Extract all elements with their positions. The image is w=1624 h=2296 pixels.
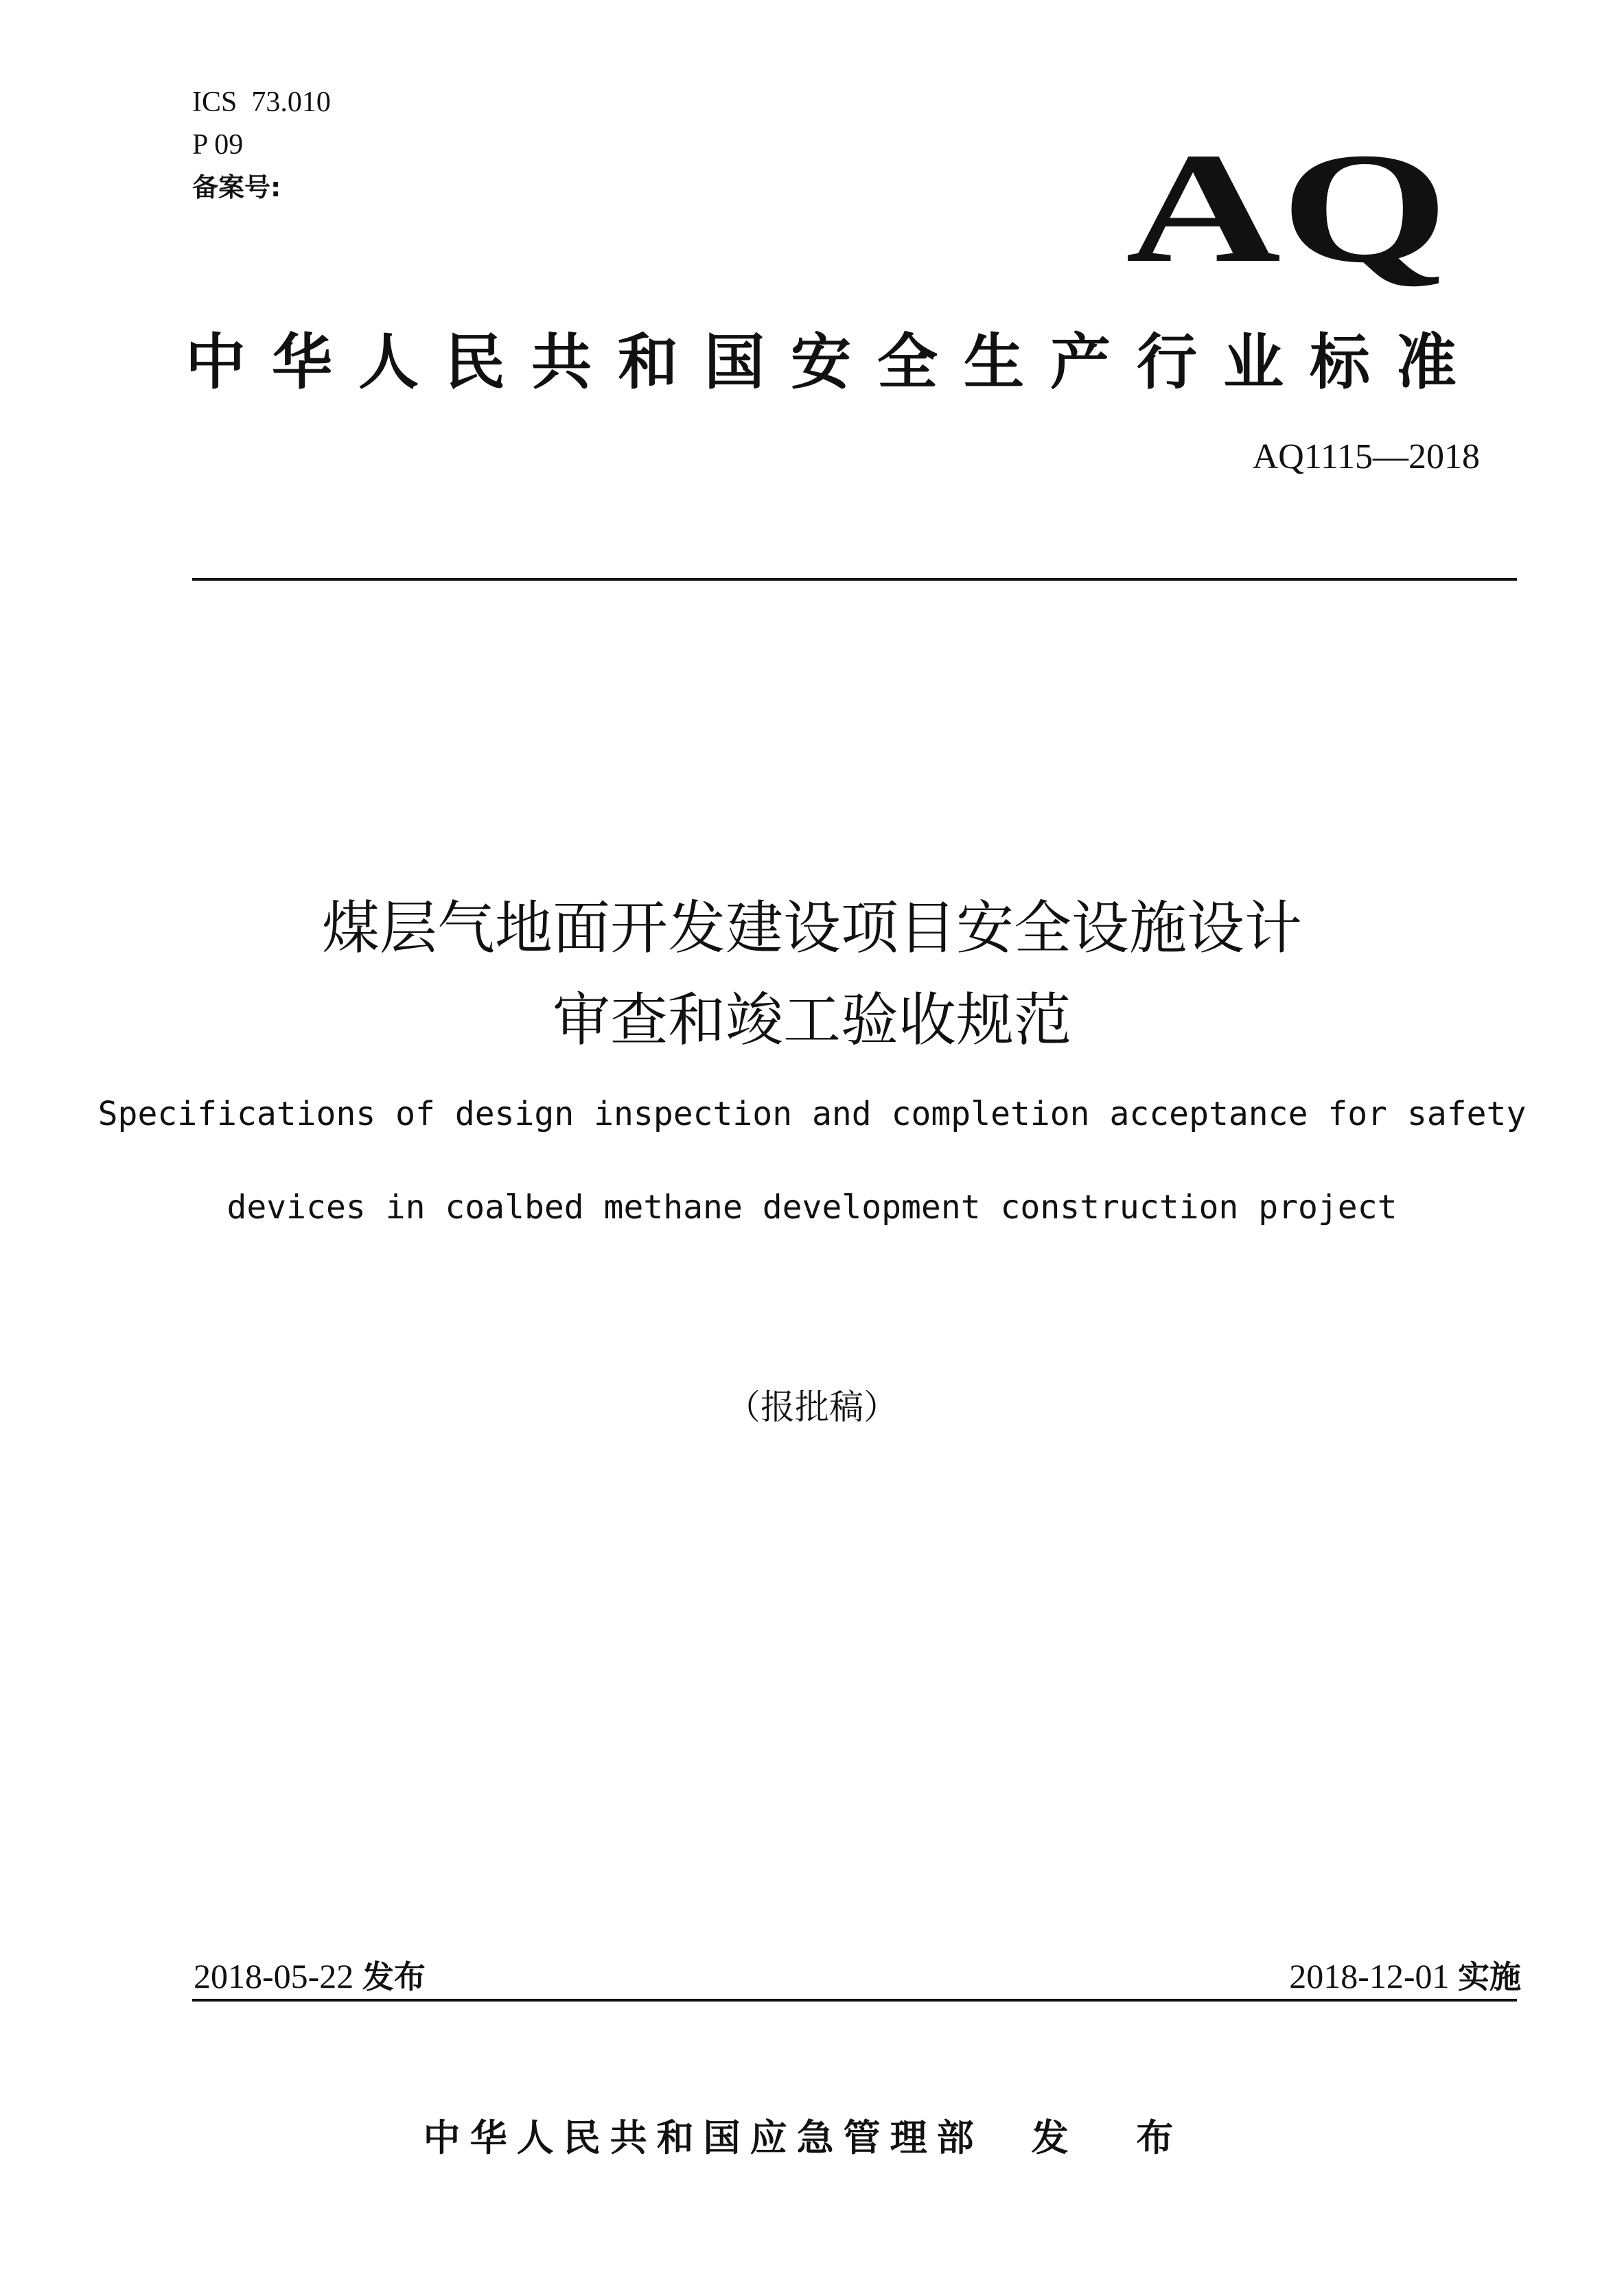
classification-codes — [192, 81, 331, 209]
issue-label: 发布 — [362, 1958, 426, 1995]
standard-number: AQ1115—2018 — [1252, 437, 1480, 476]
implementation-date-block — [1289, 1952, 1521, 1997]
issue-date: 2018-05-22 — [194, 1957, 354, 1995]
publisher-name: 中华人民共和国应急管理部 — [423, 2116, 984, 2159]
implementation-date: 2018-12-01 — [1289, 1957, 1450, 1995]
title-english-line-2: devices in coalbed methane development construction project — [227, 1188, 1397, 1227]
title-english-line-1: Specifications of design inspection and completion acceptance for safety — [97, 1095, 1527, 1133]
aq-logo — [1126, 136, 1483, 294]
draft-status: （报批稿） — [726, 1387, 898, 1427]
issue-date-block — [194, 1952, 426, 1997]
aq-logo-graphic — [1126, 136, 1483, 294]
title-chinese-line-1: 煤层气地面开发建设项目安全设施设计 — [321, 894, 1302, 962]
publisher-action: 发 布 — [1031, 2116, 1201, 2159]
implementation-label: 实施 — [1458, 1958, 1521, 1995]
title-chinese — [0, 882, 1624, 1066]
publisher — [0, 2109, 1624, 2161]
title-chinese-line-2: 审查和竣工验收规范 — [552, 986, 1071, 1054]
title-english — [0, 1067, 1624, 1254]
footer-divider — [192, 1999, 1517, 2002]
standard-category-title: 中华人民共和国安全生产行业标准 — [185, 327, 1483, 397]
ccs-code: P 09 — [192, 129, 244, 161]
aq-logo-text: AQ — [1126, 136, 1448, 294]
header-divider — [192, 578, 1517, 581]
filing-number-label: 备案号: — [192, 172, 281, 202]
ics-code: ICS 73.010 — [192, 86, 331, 118]
